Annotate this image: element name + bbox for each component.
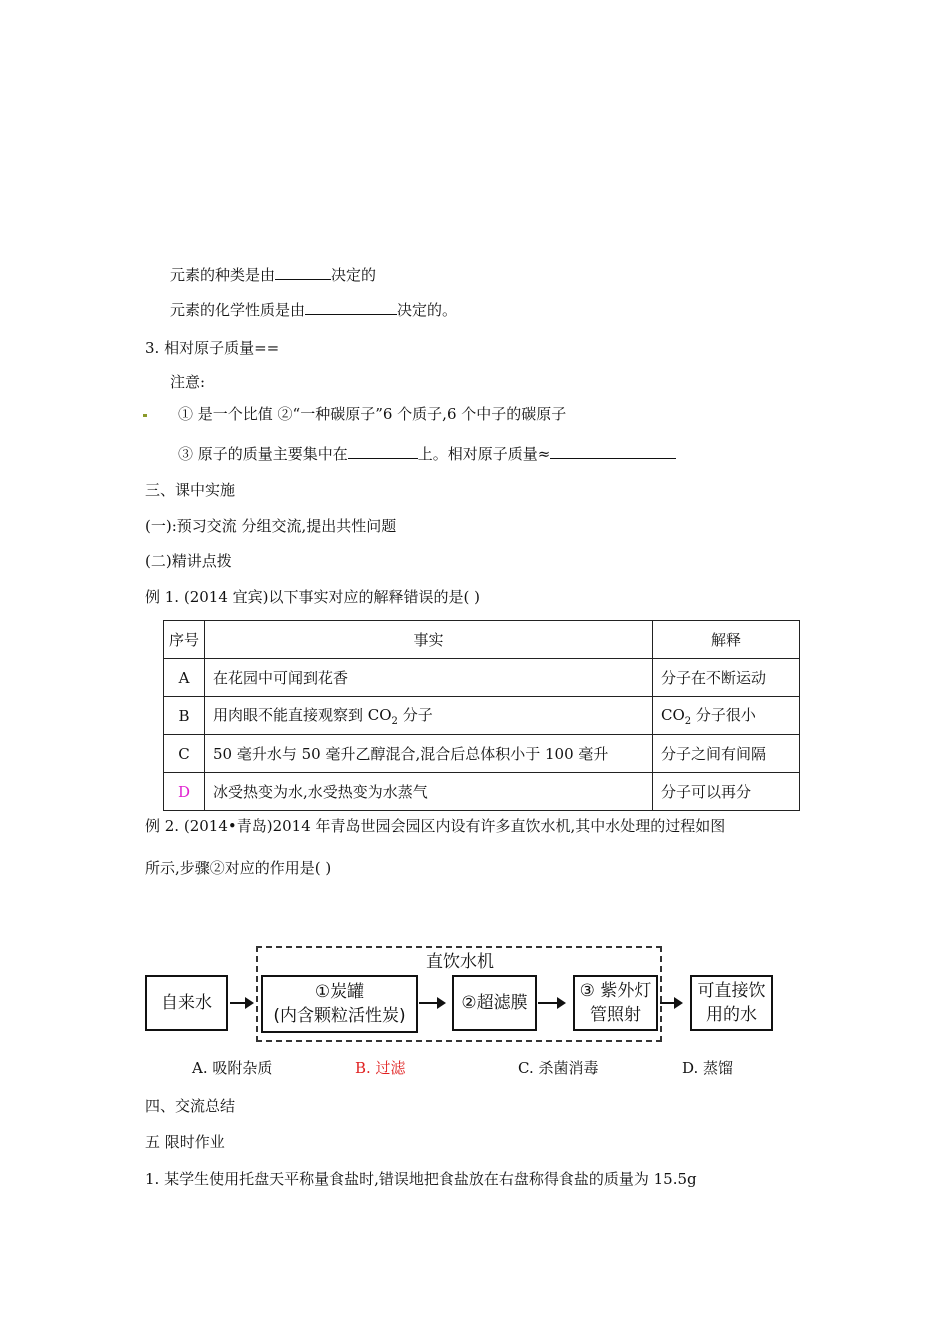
arrow-1: [230, 1002, 252, 1004]
element-type-text: 元素的种类是由: [170, 266, 276, 284]
step1-box: [261, 975, 418, 1033]
subsection-one: (一):预习交流 分组交流,提出共性问题: [145, 517, 397, 535]
step3-label-2: 管照射: [590, 1005, 641, 1025]
arrow-3: [538, 1002, 564, 1004]
element-chem-line: [170, 300, 457, 320]
output-box: [690, 975, 773, 1031]
option-b: B. 过滤: [355, 1059, 406, 1077]
group-label: 直饮水机: [426, 952, 494, 972]
source-label: 自来水: [161, 993, 212, 1013]
facts-table: [163, 620, 800, 811]
arrow-2: [419, 1002, 444, 1004]
row-fact: 在花园中可闻到花香: [205, 659, 653, 697]
row-explain: 分子之间有间隔: [653, 735, 800, 773]
row-fact-post: 分子: [397, 706, 433, 724]
row-explain: 分子可以再分: [653, 773, 800, 811]
table-row: [164, 735, 800, 773]
row-fact-sub: 2: [391, 716, 398, 727]
step1-label-1: ①炭罐: [314, 982, 365, 1002]
option-d: D. 蒸馏: [682, 1059, 734, 1077]
header-index: 序号: [164, 621, 205, 659]
subsection-two: (二)精讲点拨: [145, 552, 232, 570]
table-row: [164, 697, 800, 735]
row-fact: 50 毫升水与 50 毫升乙醇混合,混合后总体积小于 100 毫升: [205, 735, 653, 773]
element-type-suffix: 决定的: [331, 266, 377, 284]
section-three-title: 三、课中实施: [145, 481, 236, 499]
row-fact: 冰受热变为水,水受热变为水蒸气: [205, 773, 653, 811]
relative-mass-blank: [550, 444, 676, 459]
element-chem-blank: [305, 300, 397, 315]
row-id: B: [164, 697, 205, 735]
source-box: [145, 975, 228, 1031]
row-explain-text: CO: [661, 706, 685, 724]
section-four-title: 四、交流总结: [145, 1097, 236, 1115]
example-1-question: 例 1. (2014 宜宾)以下事实对应的解释错误的是( ): [145, 588, 480, 606]
arrow-4: [660, 1002, 681, 1004]
row-explain: 分子在不断运动: [653, 659, 800, 697]
step2-label: ②超滤膜: [461, 993, 528, 1013]
element-chem-text: 元素的化学性质是由: [170, 301, 306, 319]
row-id: D: [164, 773, 205, 811]
step2-box: [452, 975, 537, 1031]
row-explain-post: 分子很小: [691, 706, 756, 724]
output-label-2: 用的水: [706, 1005, 757, 1025]
row-id: A: [164, 659, 205, 697]
header-explain: 解释: [653, 621, 800, 659]
option-a: A. 吸附杂质: [192, 1059, 273, 1077]
mark-dot: [143, 414, 147, 417]
table-row: [164, 659, 800, 697]
option-c: C. 杀菌消毒: [518, 1059, 599, 1077]
example-2-question-cont: 所示,步骤②对应的作用是( ): [145, 859, 332, 877]
note-label: 注意:: [170, 373, 206, 391]
row-explain: [653, 697, 800, 735]
row-id: C: [164, 735, 205, 773]
water-machine-group: [256, 946, 662, 1042]
question-1: 1. 某学生使用托盘天平称量食盐时,错误地把食盐放在右盘称得食盐的质量为 15.5g: [145, 1170, 697, 1188]
step1-label-2: (内含颗粒活性炭): [273, 1006, 406, 1026]
example-2-question: 例 2. (2014•青岛)2014 年青岛世园会园区内设有许多直饮水机,其中水处理的过程如图: [145, 817, 726, 835]
step3-box: [573, 975, 658, 1031]
table-header-row: [164, 621, 800, 659]
element-type-line: [170, 265, 376, 285]
element-chem-suffix: 决定的。: [397, 301, 458, 319]
row-fact: [205, 697, 653, 735]
element-type-blank: [275, 265, 331, 280]
note-item-1: ① 是一个比值 ②“一种碳原子”6 个质子,6 个中子的碳原子: [178, 405, 567, 423]
header-fact: 事实: [205, 621, 653, 659]
table-row: [164, 773, 800, 811]
note-item-3-text: ③ 原子的质量主要集中在: [178, 445, 348, 463]
output-label-1: 可直接饮: [697, 981, 766, 1001]
note-item-3-mid: 上。相对原子质量≈: [417, 445, 551, 463]
row-fact-text: 用肉眼不能直接观察到 CO: [213, 706, 392, 724]
section-five-title: 五 限时作业: [145, 1133, 225, 1151]
row-explain-sub: 2: [684, 716, 692, 727]
note-item-3: [178, 444, 676, 464]
relative-mass-line: 3. 相对原子质量==: [145, 339, 280, 357]
mass-center-blank: [348, 444, 418, 459]
step3-label-1: ③ 紫外灯: [579, 981, 652, 1001]
